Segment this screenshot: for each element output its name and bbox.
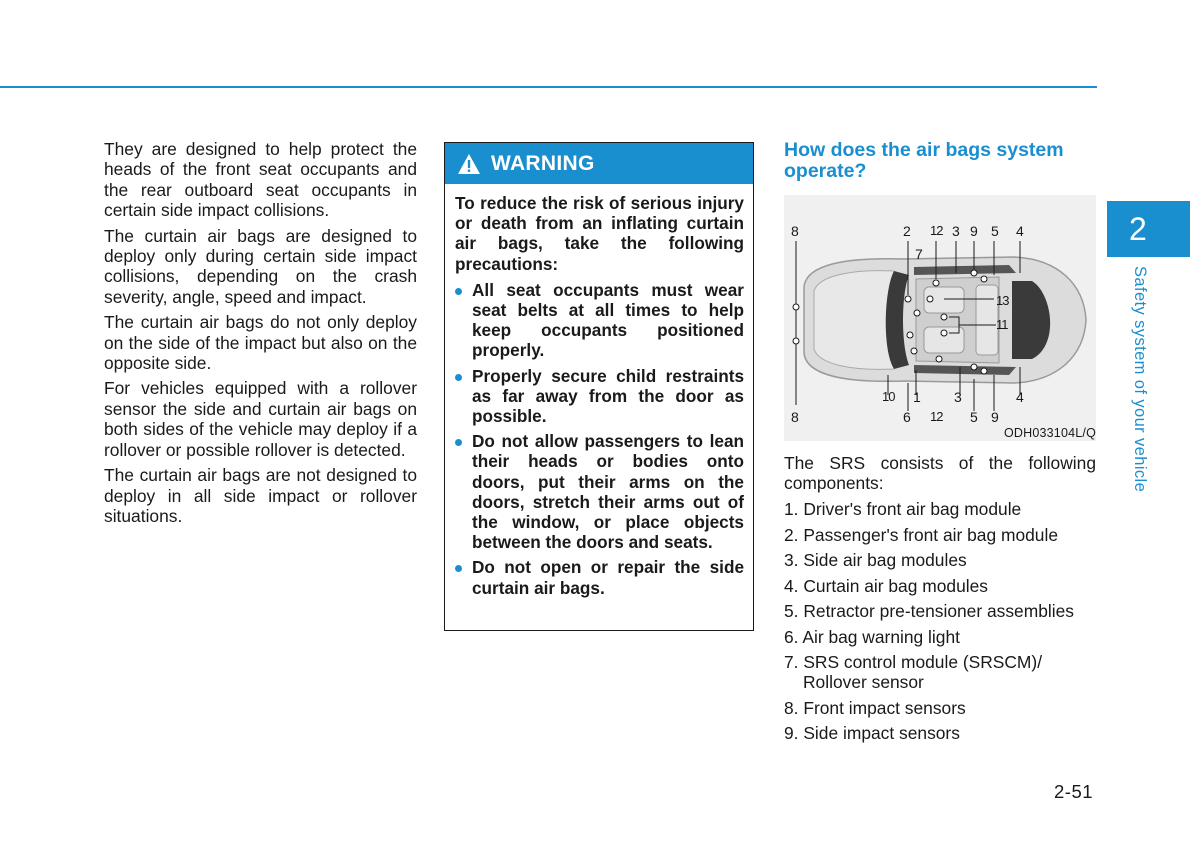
- list-item: 5. Retractor pre-tensioner assemblies: [784, 601, 1074, 621]
- airbag-system-diagram: [784, 195, 1096, 441]
- diagram-image-code: ODH033104L/Q: [1003, 426, 1096, 440]
- warning-item: Do not open or repair the side curtain air bags.: [455, 557, 744, 597]
- body-paragraph: They are designed to help protect the heads of the front seat occupants and the rear outboard seat occupants in certain side impact collisions.: [104, 139, 417, 221]
- chapter-title: Safety system of your vehicle: [1131, 266, 1149, 493]
- diagram-label: 3: [952, 223, 960, 239]
- list-item: 1. Driver's front air bag module: [784, 499, 1022, 519]
- diagram-label: 8: [791, 409, 799, 425]
- diagram-label: 12: [930, 223, 943, 238]
- diagram-label: 4: [1016, 223, 1024, 239]
- chapter-number: 2: [1129, 210, 1147, 247]
- diagram-label: 7: [915, 246, 923, 262]
- list-item: 4. Curtain air bag modules: [784, 575, 988, 596]
- warning-header: [445, 143, 753, 184]
- right-column: [784, 139, 1096, 744]
- body-paragraph: The curtain air bags do not only deploy on the side of the impact but also on the opposite side.: [104, 312, 417, 374]
- page-number: 2-51: [1054, 781, 1094, 802]
- srs-components-list: [784, 499, 1096, 749]
- warning-intro: To reduce the risk of serious injury or death from an inflating curtain air bags, take the following precautions:: [455, 193, 744, 274]
- warning-body: [445, 184, 753, 598]
- header-rule: [0, 86, 1097, 88]
- bullet-icon: [455, 288, 462, 295]
- bullet-icon: [455, 439, 462, 446]
- list-item: 2. Passenger's front air bag module: [784, 524, 1058, 545]
- diagram-label: 11: [996, 317, 1008, 332]
- list-item: 9. Side impact sensors: [784, 723, 960, 744]
- bullet-icon: [455, 565, 462, 572]
- warning-item: Do not allow passengers to lean their heads or bodies onto doors, put their arms on the doors, stretch their arms out of the window, or place objects between the doors and seats.: [455, 431, 744, 552]
- warning-triangle-icon: [457, 153, 481, 175]
- diagram-label: 5: [970, 409, 978, 425]
- diagram-label: 13: [996, 293, 1009, 308]
- warning-item: Properly secure child restraints as far away from the door as possible.: [455, 366, 744, 427]
- diagram-label: 4: [1016, 389, 1024, 405]
- warning-item: All seat occupants must wear seat belts at all times to help keep occupants positioned properly.: [455, 280, 744, 361]
- list-item: 3. Side air bag modules: [784, 550, 967, 570]
- left-column: [104, 139, 417, 531]
- diagram-label: 6: [903, 409, 911, 425]
- srs-intro: The SRS consists of the following components:: [784, 453, 1096, 494]
- diagram-label: 3: [954, 389, 962, 405]
- diagram-label: 8: [791, 223, 799, 239]
- list-item: 8. Front impact sensors: [784, 697, 966, 718]
- warning-box: [444, 142, 754, 631]
- diagram-label: 2: [903, 223, 911, 239]
- list-item: 7. SRS control module (SRSCM)/ Rollover sensor: [784, 652, 1043, 693]
- bullet-icon: [455, 374, 462, 381]
- body-paragraph: For vehicles equipped with a rollover sensor the side and curtain air bags on both sides of the vehicle may deploy if a rollover or possible rollover is detected.: [104, 378, 417, 460]
- list-item: 6. Air bag warning light: [784, 626, 960, 647]
- diagram-label: 10: [882, 389, 895, 404]
- section-title: How does the air bags system operate?: [784, 139, 1064, 182]
- diagram-label: 12: [930, 409, 943, 424]
- diagram-label: 1: [913, 389, 921, 405]
- diagram-label: 9: [970, 223, 978, 239]
- body-paragraph: The curtain air bags are not designed to deploy in all side impact or rollover situations.: [104, 465, 417, 526]
- body-paragraph: The curtain air bags are designed to deploy only during certain side impact collisions, depending on the crash severity, angle, speed and impact.: [104, 225, 417, 307]
- warning-title: WARNING: [491, 151, 595, 175]
- diagram-label: 9: [991, 409, 999, 425]
- diagram-label: 5: [991, 223, 999, 239]
- warning-list: [455, 280, 744, 598]
- chapter-label: [1118, 266, 1168, 502]
- chapter-tab: [1107, 201, 1190, 257]
